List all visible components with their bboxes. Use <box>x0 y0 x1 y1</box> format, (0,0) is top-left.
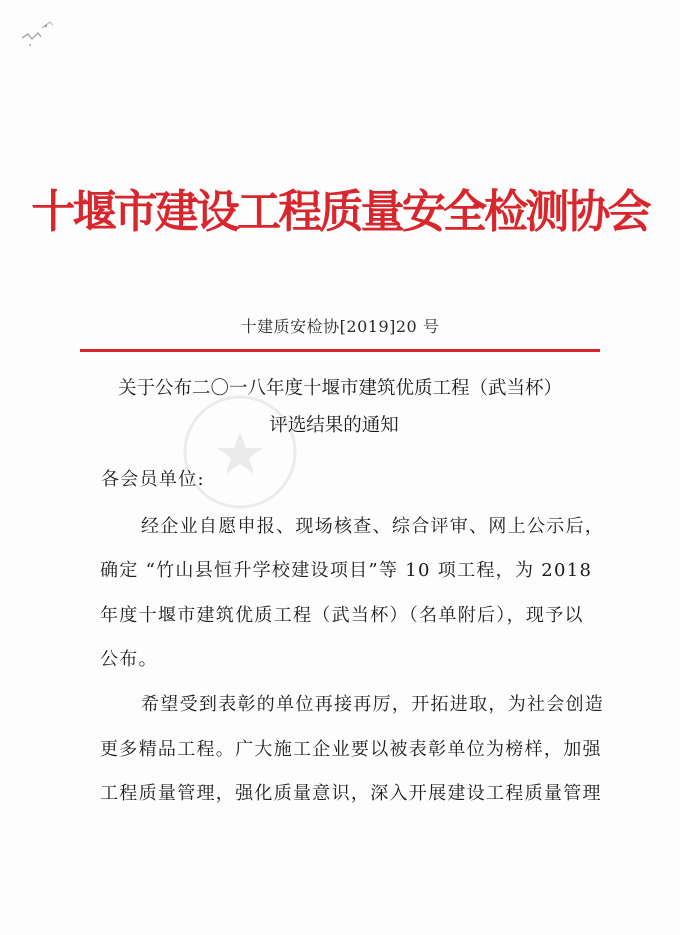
body-line: 工程质量管理，强化质量意识，深入开展建设工程质量管理 <box>100 783 602 804</box>
body-line: 确定 “竹山县恒升学校建设项目”等 10 项工程，为 2018 <box>100 560 593 581</box>
body-line: 年度十堰市建筑优质工程（武当杯）（名单附后），现予以 <box>100 605 584 626</box>
faint-seal-icon <box>175 392 305 512</box>
notice-title-line-1: 关于公布二〇一八年度十堰市建筑优质工程（武当杯） <box>117 378 562 399</box>
scan-mark-icon <box>10 12 70 52</box>
salutation: 各会员单位: <box>101 469 205 490</box>
notice-title-line-2: 评选结果的通知 <box>269 415 399 436</box>
doc-number: 十建质安检协[2019]20 号 <box>240 317 440 336</box>
org-title: 十堰市建设工程质量安全检测协会 <box>31 185 649 238</box>
body-line: 更多精品工程。广大施工企业要以被表彰单位为榜样，加强 <box>100 739 602 760</box>
body-line: 经企业自愿申报、现场核查、综合评审、网上公示后， <box>141 516 605 537</box>
red-divider <box>80 349 600 352</box>
body-line: 希望受到表彰的单位再接再厉，开拓进取，为社会创造 <box>141 694 605 715</box>
body-line: 公布。 <box>100 649 158 670</box>
